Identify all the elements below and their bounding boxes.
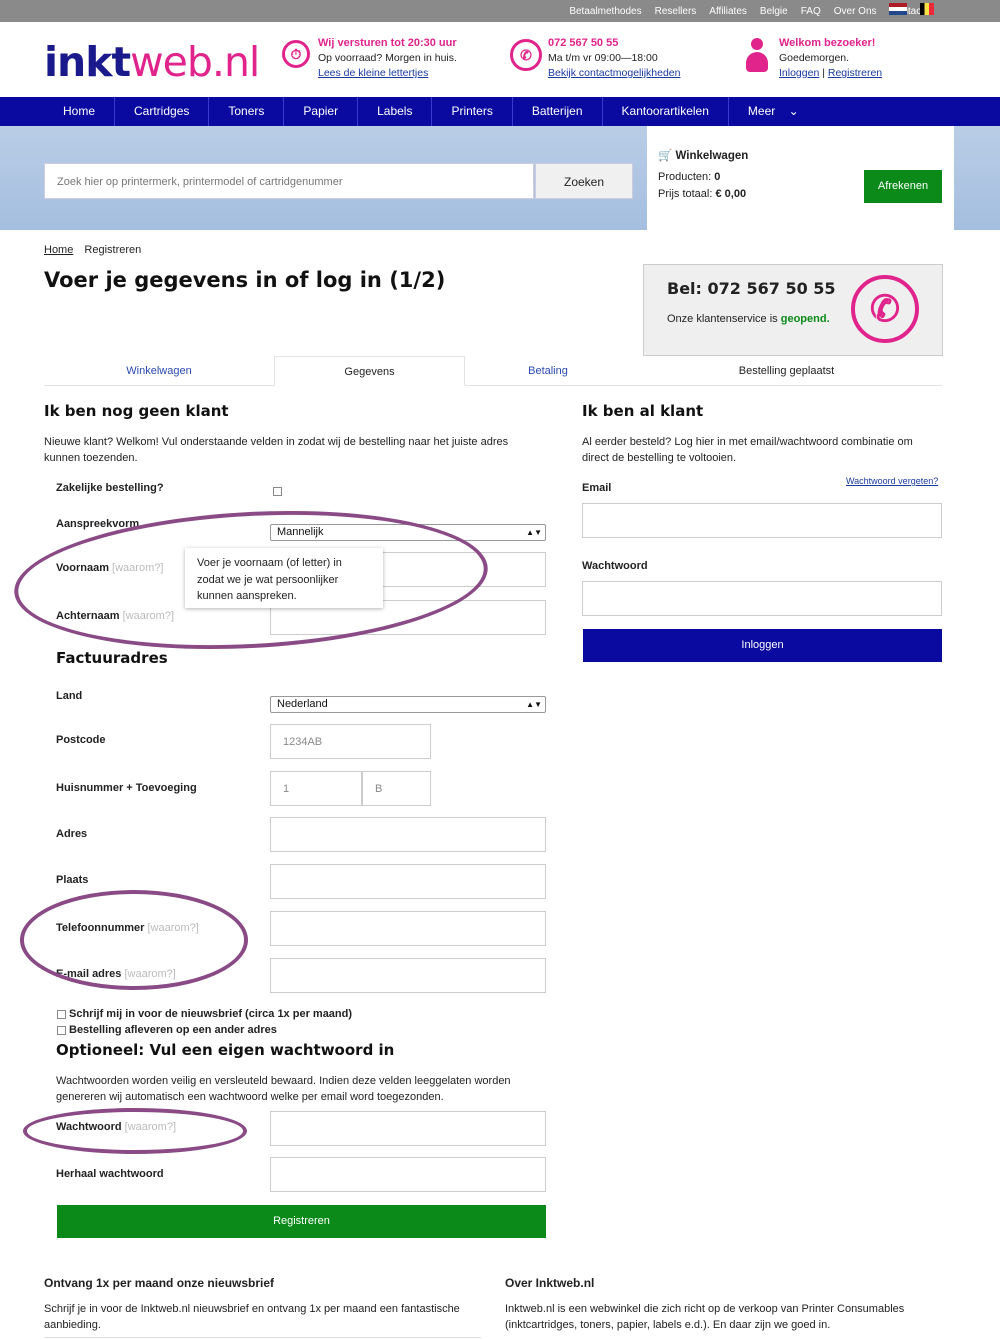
annotation-ellipse-contact-fields (20, 890, 248, 990)
nav-toners[interactable]: Toners (209, 97, 284, 126)
housenumber-label: Huisnummer + Toevoeging (56, 782, 197, 794)
footer-newsletter-text: Schrijf je in voor de Inktweb.nl nieuwsbrief en ontvang 1x per maand een fantastische aanbieding. (44, 1303, 460, 1331)
other-address-checkbox-label[interactable]: Bestelling afleveren op een ander adres (69, 1024, 277, 1036)
top-links (569, 0, 924, 22)
header-login-link[interactable]: Inloggen (779, 67, 820, 79)
welcome-title: Welkom bezoeker! (779, 37, 876, 49)
firstname-tooltip: Voer je voornaam (of letter) in zodat we je wat persoonlijker kunnen aanspreken. (185, 548, 383, 608)
existing-customer-intro: Al eerder besteld? Log hier in met email/wachtwoord combinatie om direct de bestelling te voltooien. (582, 436, 913, 464)
phone-icon-large: ✆ (851, 275, 919, 343)
account-info (779, 36, 882, 81)
login-password-field[interactable] (582, 581, 942, 616)
shipping-title: Wij versturen tot 20:30 uur (318, 37, 457, 49)
footer-newsletter-heading: Ontvang 1x per maand onze nieuwsbrief (44, 1276, 275, 1290)
header-separator: | (822, 67, 825, 79)
cart-title-label: Winkelwagen (675, 150, 749, 162)
top-link-faq[interactable]: FAQ (800, 5, 821, 17)
call-box-status-prefix: Onze klantenservice is (667, 313, 778, 325)
password-repeat-field[interactable] (270, 1157, 546, 1192)
email-why-link[interactable]: [waarom?] (124, 968, 176, 980)
firstname-label-text: Voornaam (56, 562, 109, 574)
phone-hours: Ma t/m vr 09:00—18:00 (548, 52, 658, 64)
city-field[interactable] (270, 864, 546, 899)
business-label: Zakelijke bestelling? (56, 482, 164, 494)
password-field[interactable] (270, 1111, 546, 1146)
call-box-status (667, 313, 830, 325)
newsletter-checkbox-label[interactable]: Schrijf mij in voor de nieuwsbrief (circa 1x per maand) (69, 1008, 353, 1020)
footer-about-heading: Over Inktweb.nl (505, 1276, 595, 1290)
cart-title[interactable] (658, 148, 748, 162)
call-box (643, 264, 943, 356)
password-intro: Wachtwoorden worden veilig en versleuteld bewaard. Indien deze velden leeggelaten worden genereren wij automatisch een wachtwoord welke per email word toegezonden. (56, 1075, 511, 1103)
billing-heading: Factuuradres (56, 649, 168, 667)
top-link-affiliates[interactable]: Affiliates (709, 5, 747, 17)
search-input[interactable]: Zoek hier op printermerk, printermodel of cartridgenummer (44, 163, 534, 199)
address-field[interactable] (270, 817, 546, 852)
housenumber-addition-field[interactable]: B (362, 771, 431, 806)
select-arrows-icon: ▲▼ (526, 528, 542, 537)
checkout-button[interactable]: Afrekenen (864, 170, 942, 203)
login-password-label: Wachtwoord (582, 560, 648, 572)
city-label: Plaats (56, 874, 89, 886)
user-icon (746, 38, 768, 72)
password-repeat-label: Herhaal wachtwoord (56, 1168, 164, 1180)
clock-icon: ⏱ (282, 40, 310, 68)
shipping-info (318, 36, 457, 81)
logo-text-inkt: inkt (44, 38, 131, 86)
search-button[interactable]: Zoeken (535, 163, 633, 199)
country-value: Nederland (277, 698, 328, 710)
phone-info (548, 36, 681, 81)
country-label: Land (56, 690, 83, 702)
newsletter-checkbox[interactable] (57, 1010, 66, 1019)
other-address-checkbox[interactable] (57, 1026, 66, 1035)
country-select[interactable] (270, 696, 546, 713)
nav-labels[interactable]: Labels (358, 97, 432, 126)
breadcrumb (44, 244, 141, 256)
postcode-label: Postcode (56, 734, 106, 746)
checkout-steps (44, 356, 942, 386)
dutch-flag-icon[interactable] (889, 3, 907, 15)
login-button[interactable]: Inloggen (583, 629, 942, 662)
nav-home[interactable]: Home (44, 97, 115, 126)
breadcrumb-home[interactable]: Home (44, 244, 74, 256)
logo-text-nl: .nl (211, 38, 260, 86)
nav-meer-label: Meer (747, 104, 776, 118)
call-box-status-value: geopend. (780, 313, 830, 325)
nav-meer[interactable] (729, 97, 818, 126)
cart-total (658, 188, 746, 200)
cart-icon: 🛒 (658, 150, 673, 162)
login-email-field[interactable] (582, 503, 942, 538)
step-gegevens: Gegevens (274, 356, 465, 386)
email-field[interactable] (270, 958, 546, 993)
footer-about-text: Inktweb.nl is een webwinkel die zich richt op de verkoop van Printer Consumables (inktcartridges, toners, papier, labels e.d.). En daar zijn we goed in. (505, 1303, 905, 1331)
breadcrumb-current: Registreren (84, 244, 142, 256)
business-checkbox[interactable] (273, 487, 282, 496)
phone-label-text: Telefoonnummer (56, 922, 145, 934)
nav-kantoorartikelen[interactable]: Kantoorartikelen (603, 97, 729, 126)
nav-batterijen[interactable]: Batterijen (513, 97, 603, 126)
cart-products (658, 171, 720, 183)
step-winkelwagen[interactable]: Winkelwagen (126, 365, 192, 377)
call-box-title: Bel: 072 567 50 55 (667, 279, 836, 298)
nav-printers[interactable]: Printers (432, 97, 512, 126)
select-arrows-icon: ▲▼ (526, 700, 542, 709)
site-logo[interactable] (44, 38, 259, 86)
email-label-text: E-mail adres (56, 968, 122, 980)
password-why-link[interactable]: [waarom?] (124, 1121, 177, 1133)
cart-total-value: € 0,00 (715, 188, 747, 200)
firstname-why-link[interactable]: [waarom?] (112, 562, 164, 574)
login-email-label: Email (582, 482, 612, 494)
address-label: Adres (56, 828, 88, 840)
step-betaling: Betaling (528, 365, 568, 377)
nav-cartridges[interactable]: Cartridges (115, 97, 209, 126)
phone-icon: ✆ (510, 39, 542, 71)
nav-papier[interactable]: Papier (284, 97, 358, 126)
shipping-sub: Op voorraad? Morgen in huis. (318, 52, 457, 64)
housenumber-field[interactable]: 1 (270, 771, 362, 806)
top-link-belgie[interactable]: Belgie (759, 5, 788, 17)
salutation-value: Mannelijk (277, 526, 324, 538)
cart-products-label: Producten: (658, 171, 712, 183)
new-customer-intro: Nieuwe klant? Welkom! Vul onderstaande velden in zodat wij de bestelling naar het juiste adres kunnen toezenden. (44, 436, 509, 464)
top-link-resellers[interactable]: Resellers (654, 5, 697, 17)
header-register-link[interactable]: Registreren (827, 67, 883, 79)
belgian-flag-icon[interactable] (920, 3, 934, 15)
phone-why-link[interactable]: [waarom?] (147, 922, 199, 934)
register-button[interactable]: Registreren (57, 1205, 546, 1238)
forgot-password-link[interactable]: Wachtwoord vergeten? (846, 476, 939, 486)
lastname-label-text: Achternaam (56, 610, 120, 622)
top-link-over-ons[interactable]: Over Ons (833, 5, 877, 17)
lastname-why-link[interactable]: [waarom?] (122, 610, 174, 622)
new-customer-heading: Ik ben nog geen klant (44, 402, 229, 420)
existing-customer-heading: Ik ben al klant (582, 402, 704, 420)
phone-number: 072 567 50 55 (548, 37, 619, 49)
greeting: Goedemorgen. (779, 52, 850, 64)
phone-field[interactable] (270, 911, 546, 946)
password-heading: Optioneel: Vul een eigen wachtwoord in (56, 1041, 395, 1059)
postcode-field[interactable]: 1234AB (270, 724, 431, 759)
salutation-label: Aanspreekvorm (56, 518, 140, 530)
shipping-terms-link[interactable]: Lees de kleine lettertjes (318, 67, 429, 79)
step-bestelling-geplaatst: Bestelling geplaatst (738, 365, 835, 377)
page-title: Voer je gegevens in of log in (1/2) (44, 268, 446, 292)
top-bar (0, 0, 1000, 22)
chevron-down-icon: ⌄ (788, 104, 799, 118)
cart-total-label: Prijs totaal: (658, 188, 713, 200)
main-nav (0, 97, 1000, 126)
contact-options-link[interactable]: Bekijk contactmogelijkheden (548, 67, 681, 79)
footer-divider (44, 1337, 481, 1338)
cart-products-value: 0 (714, 171, 721, 183)
top-link-betaalmethodes[interactable]: Betaalmethodes (569, 5, 642, 17)
annotation-ellipse-password-field (23, 1108, 247, 1154)
logo-text-web: web (130, 38, 212, 86)
password-label-text: Wachtwoord (56, 1121, 122, 1133)
